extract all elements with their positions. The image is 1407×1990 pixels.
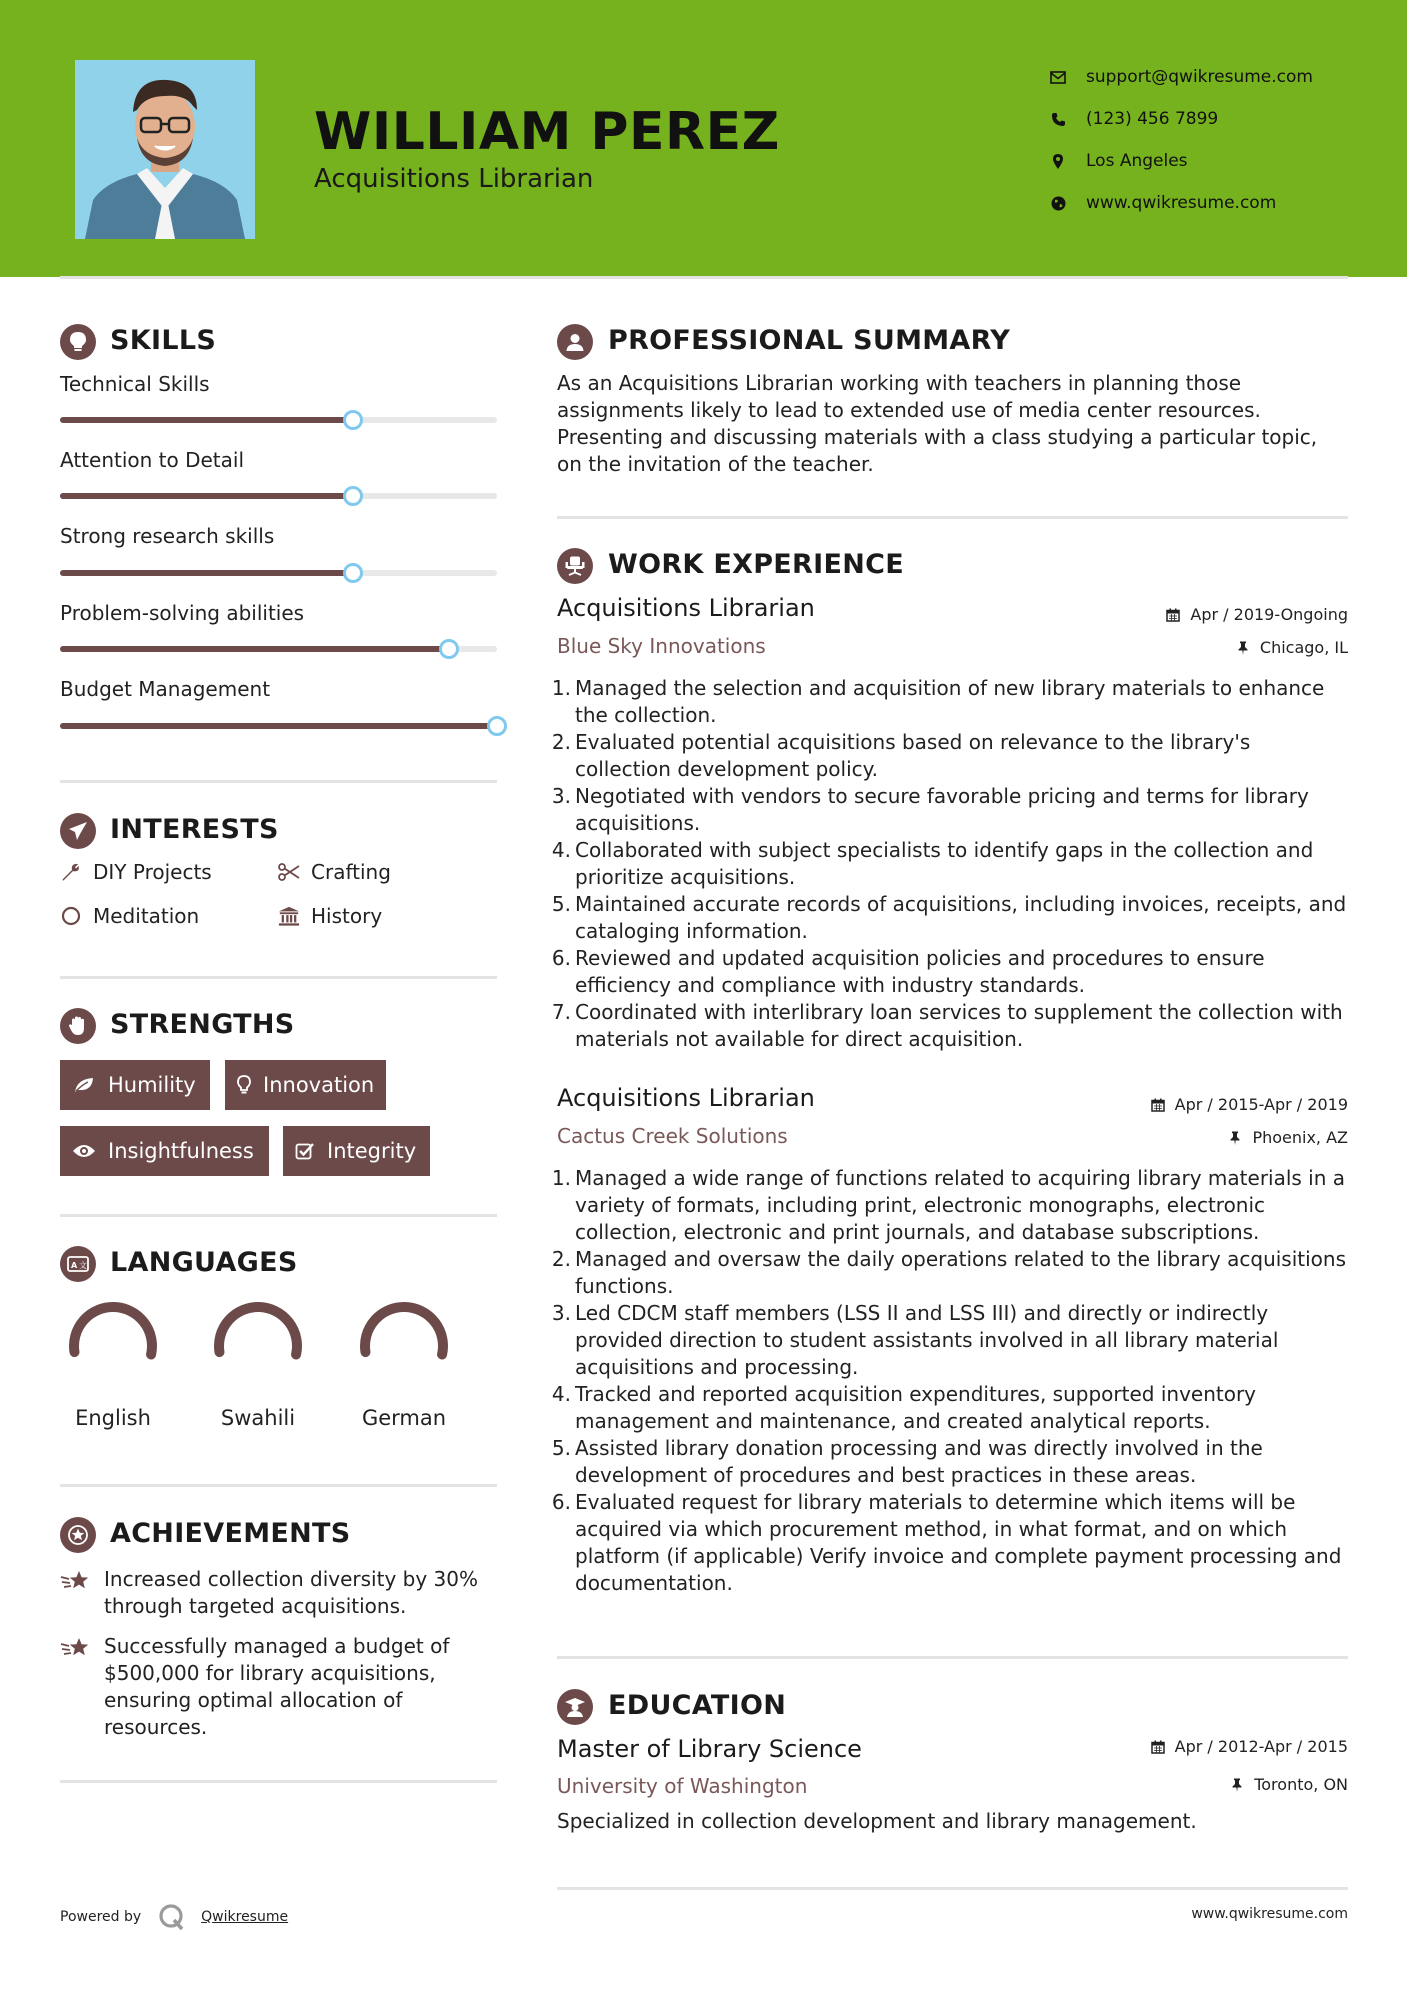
skill-bar-fill: [60, 417, 353, 423]
job-title: Acquisitions Librarian: [557, 1084, 815, 1112]
skill-bar-fill: [60, 723, 497, 729]
language-label: Swahili: [220, 1406, 296, 1430]
language-gauge: [67, 1300, 159, 1392]
job-company: Cactus Creek Solutions: [557, 1124, 788, 1148]
education-description: Specialized in collection development and library management.: [557, 1809, 1197, 1833]
skill-label: Technical Skills: [60, 372, 210, 396]
contact-website[interactable]: [1050, 182, 1380, 224]
job-duty-text: Coordinated with interlibrary loan services to supplement the collection with materials not available for direct acquisition.: [575, 1000, 1343, 1051]
education-dates-text: Apr / 2012-Apr / 2015: [1174, 1737, 1348, 1756]
interest-item: [278, 904, 382, 928]
eye-icon: [72, 1140, 96, 1162]
summary-text: As an Acquisitions Librarian working with teachers in planning those assignments likely to lead to extended use of media center resources. Presenting and discussing materials with a class studying a particular topic, on the invitation of the teacher.: [557, 371, 1318, 476]
interest-label: History: [311, 904, 383, 928]
map-pin-icon: [1050, 153, 1066, 169]
job-duty: 6. Evaluated request for library materials to determine which items will be acquired via which procurement method, in what format, and on which platform (if applicable) Verify invoice and complete payment processing and documentation.: [551, 1490, 1342, 1595]
globe-icon: [1050, 195, 1066, 211]
contact-phone-text: (123) 456 7899: [1086, 109, 1219, 129]
job-duty-text: Reviewed and updated acquisition policies and procedures to ensure efficiency and compliance with industry standards.: [575, 946, 1265, 997]
pushpin-icon: [1230, 1778, 1244, 1792]
shooting-star-icon: [60, 1633, 92, 1741]
job-duty: 7. Coordinated with interlibrary loan services to supplement the collection with materials not available for direct acquisition.: [551, 1000, 1343, 1051]
footer-url[interactable]: www.qwikresume.com: [1191, 1906, 1348, 1922]
language-gauge: [358, 1300, 450, 1392]
job-duties-list: [551, 1165, 1351, 1597]
interest-label: Crafting: [311, 860, 391, 884]
envelope-icon: [1050, 69, 1066, 85]
job-duty-text: Managed and oversaw the daily operations related to the library acquisitions functions.: [575, 1247, 1347, 1298]
wrench-icon: [60, 861, 82, 883]
job-duty-text: Assisted library donation processing and was directly involved in the development of procedures and best practices in these areas.: [575, 1436, 1263, 1487]
skill-bar-knob: [439, 639, 459, 659]
job-duty-text: Managed a wide range of functions related to acquiring library materials in a variety of formats, including print, electronic monographs, electronic collection, electronic and print journals, and database subscriptions.: [575, 1166, 1346, 1244]
contact-phone[interactable]: [1050, 98, 1380, 140]
job-duty-text: Managed the selection and acquisition of new library materials to enhance the collection.: [575, 676, 1325, 727]
interests-title: INTERESTS: [110, 814, 279, 845]
star-badge-icon: [60, 1517, 96, 1553]
skill-bar: [60, 417, 497, 423]
skill-label: Attention to Detail: [60, 448, 245, 472]
language-gauge-arc: [365, 1307, 443, 1355]
contact-website-text: www.qwikresume.com: [1086, 193, 1277, 213]
job-duty: 2. Evaluated potential acquisitions based on relevance to the library's collection development policy.: [551, 730, 1251, 781]
job-location: [1228, 1128, 1348, 1147]
calendar-icon: [1166, 608, 1180, 622]
museum-icon: [278, 905, 300, 927]
job-dates: [1166, 605, 1348, 624]
section-divider: [557, 516, 1348, 519]
strength-chip: [60, 1126, 269, 1176]
leaf-icon: [72, 1074, 96, 1096]
profile-photo: [75, 60, 255, 239]
education-location-text: Toronto, ON: [1254, 1775, 1348, 1794]
education-title: EDUCATION: [608, 1690, 787, 1721]
job-duty: 4. Collaborated with subject specialists to identify gaps in the collection and prioritize acquisitions.: [551, 838, 1314, 889]
section-divider: [557, 1887, 1348, 1890]
shooting-star-icon: [60, 1566, 92, 1620]
paper-plane-icon: [60, 813, 96, 849]
language-label: English: [75, 1406, 151, 1430]
strength-label: Integrity: [327, 1139, 417, 1163]
lightbulb-icon: [237, 1074, 251, 1096]
phone-icon: [1050, 111, 1066, 127]
school-name: University of Washington: [557, 1774, 808, 1798]
job-duty-text: Maintained accurate records of acquisitions, including invoices, receipts, and cataloging information.: [575, 892, 1347, 943]
job-duty: 5. Maintained accurate records of acquisitions, including invoices, receipts, and cataloging information.: [551, 892, 1347, 943]
job-duty: 6. Reviewed and updated acquisition policies and procedures to ensure efficiency and compliance with industry standards.: [551, 946, 1265, 997]
achievement-text: Increased collection diversity by 30% through targeted acquisitions.: [104, 1567, 478, 1618]
skill-bar: [60, 646, 497, 652]
language-gauge-arc: [219, 1307, 297, 1355]
qwikresume-logo-icon: [157, 1902, 187, 1932]
job-duty: 1. Managed the selection and acquisition of new library materials to enhance the collection.: [551, 676, 1325, 727]
skill-label: Budget Management: [60, 677, 271, 701]
skill-bar-fill: [60, 493, 353, 499]
lightbulb-icon: [60, 324, 96, 360]
job-dates: [1151, 1095, 1348, 1114]
job-duty: 1. Managed a wide range of functions related to acquiring library materials in a variety of formats, including print, electronic monographs, electronic collection, electronic and print journals, and database subscriptions.: [551, 1166, 1346, 1244]
achievement-item: [60, 1566, 500, 1620]
job-location: [1236, 638, 1348, 657]
skill-bar: [60, 723, 497, 729]
job-dates-text: Apr / 2019-Ongoing: [1190, 605, 1348, 624]
job-duty-text: Evaluated potential acquisitions based on relevance to the library's collection development policy.: [575, 730, 1251, 781]
strength-label: Innovation: [263, 1073, 375, 1097]
office-chair-icon: [557, 548, 593, 584]
job-company: Blue Sky Innovations: [557, 634, 766, 658]
languages-title: LANGUAGES: [110, 1247, 298, 1278]
strength-label: Humility: [108, 1073, 196, 1097]
job-duty-text: Collaborated with subject specialists to identify gaps in the collection and prioritize acquisitions.: [575, 838, 1314, 889]
strength-chip: [283, 1126, 430, 1176]
section-divider: [60, 1214, 497, 1217]
svg-text:文: 文: [79, 1261, 87, 1270]
strength-label: Insightfulness: [108, 1139, 254, 1163]
job-dates-text: Apr / 2015-Apr / 2019: [1174, 1095, 1348, 1114]
job-duty-text: Led CDCM staff members (LSS II and LSS III) and directly or indirectly provided direction to student assistants involved in all library material acquisitions and processing.: [575, 1301, 1279, 1379]
achievement-item: [60, 1633, 500, 1741]
skill-bar: [60, 570, 497, 576]
candidate-name: WILLIAM PEREZ: [314, 102, 780, 162]
language-icon: [60, 1246, 96, 1282]
job-location-text: Chicago, IL: [1259, 638, 1348, 657]
interest-item: [60, 904, 199, 928]
scissors-icon: [278, 861, 300, 883]
contact-location-text: Los Angeles: [1086, 151, 1188, 171]
graduate-icon: [557, 1689, 593, 1725]
skill-bar: [60, 493, 497, 499]
calendar-icon: [1151, 1740, 1165, 1754]
achievements-title: ACHIEVEMENTS: [110, 1518, 351, 1549]
interest-item: [278, 860, 391, 884]
job-duty: 4. Tracked and reported acquisition expenditures, supported inventory management and maintenance, and created analytical reports.: [551, 1382, 1257, 1433]
strengths-title: STRENGTHS: [110, 1009, 295, 1040]
interest-item: [60, 860, 212, 884]
interest-label: Meditation: [93, 904, 200, 928]
pushpin-icon: [1236, 641, 1250, 655]
language-gauge-arc: [74, 1307, 152, 1355]
section-divider: [60, 1780, 497, 1783]
job-duty-text: Negotiated with vendors to secure favorable pricing and terms for library acquisitions.: [575, 784, 1309, 835]
contact-email-text: support@qwikresume.com: [1086, 67, 1313, 87]
section-divider: [60, 780, 497, 783]
language-item: [53, 1300, 173, 1430]
language-gauge: [212, 1300, 304, 1392]
job-duties-list: [551, 675, 1351, 1053]
section-divider: [60, 1484, 497, 1487]
candidate-role: Acquisitions Librarian: [314, 164, 594, 194]
skill-label: Problem-solving abilities: [60, 601, 305, 625]
skill-bar-fill: [60, 646, 449, 652]
skill-label: Strong research skills: [60, 524, 275, 548]
header-divider: [60, 276, 1348, 279]
skill-bar-fill: [60, 570, 353, 576]
job-duty: 2. Managed and oversaw the daily operations related to the library acquisitions functions.: [551, 1247, 1347, 1298]
strength-chip: [60, 1060, 210, 1110]
skill-bar-knob: [343, 410, 363, 430]
powered-by: [60, 1902, 288, 1932]
svg-text:A: A: [71, 1261, 78, 1270]
job-duty-text: Tracked and reported acquisition expenditures, supported inventory management and maintenance, and created analytical reports.: [575, 1382, 1257, 1433]
language-label: German: [361, 1406, 447, 1430]
education-location: [1230, 1775, 1348, 1794]
achievement-text: Successfully managed a budget of $500,000 for library acquisitions, ensuring optimal allocation of resources.: [104, 1634, 450, 1739]
strength-chip: [225, 1060, 386, 1110]
language-item: [344, 1300, 464, 1430]
interest-label: DIY Projects: [93, 860, 212, 884]
job-location-text: Phoenix, AZ: [1252, 1128, 1348, 1147]
summary-title: PROFESSIONAL SUMMARY: [608, 325, 1011, 356]
job-title: Acquisitions Librarian: [557, 594, 815, 622]
job-duty: 5. Assisted library donation processing and was directly involved in the development of procedures and best practices in these areas.: [551, 1436, 1263, 1487]
skill-bar-knob: [343, 563, 363, 583]
job-duty: 3. Negotiated with vendors to secure favorable pricing and terms for library acquisitions.: [551, 784, 1309, 835]
skills-title: SKILLS: [110, 325, 217, 356]
checkbox-icon: [295, 1140, 315, 1162]
contact-email[interactable]: [1050, 56, 1380, 98]
pushpin-icon: [1228, 1131, 1242, 1145]
user-icon: [557, 324, 593, 360]
job-duty-text: Evaluated request for library materials to determine which items will be acquired via which procurement method, in what format, and on which platform (if applicable) Verify invoice and complete payment processing and documentation.: [575, 1490, 1342, 1595]
experience-title: WORK EXPERIENCE: [608, 549, 904, 580]
hand-icon: [60, 1008, 96, 1044]
section-divider: [60, 976, 497, 979]
contact-location: [1050, 140, 1380, 182]
section-divider: [557, 1656, 1348, 1659]
skill-bar-knob: [343, 486, 363, 506]
contact-list: [1050, 56, 1380, 224]
skill-bar-knob: [487, 716, 507, 736]
calendar-icon: [1151, 1098, 1165, 1112]
degree-title: Master of Library Science: [557, 1735, 862, 1763]
powered-by-text: Powered by: [60, 1909, 142, 1925]
language-item: [198, 1300, 318, 1430]
job-duty: 3. Led CDCM staff members (LSS II and LSS III) and directly or indirectly provided direction to student assistants involved in all library material acquisitions and processing.: [551, 1301, 1279, 1379]
circle-icon: [60, 905, 82, 927]
education-dates: [1151, 1737, 1348, 1756]
qwikresume-link[interactable]: Qwikresume: [201, 1909, 289, 1925]
